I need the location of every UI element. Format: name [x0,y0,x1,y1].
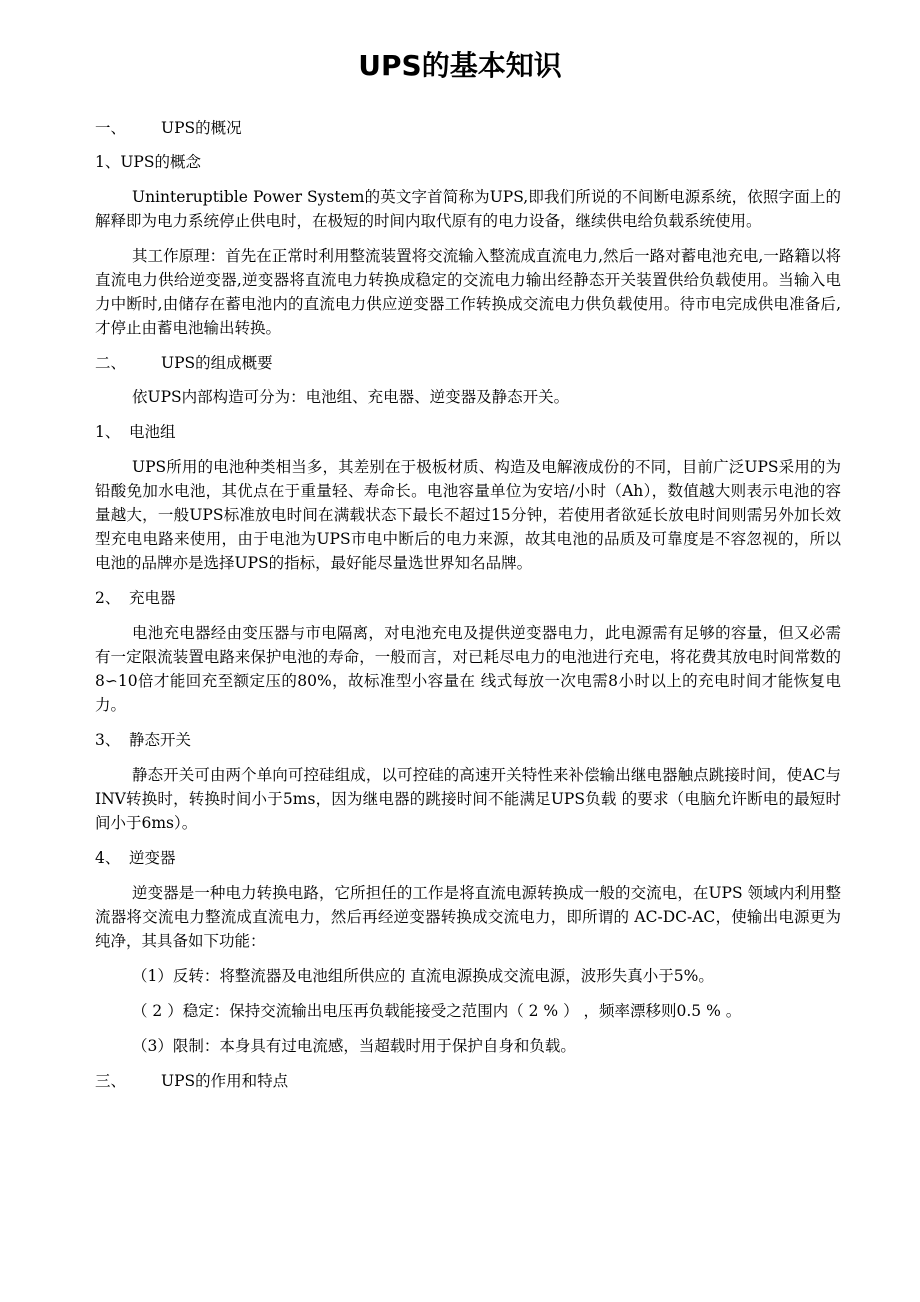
section-number: 二、 [95,354,127,372]
subsection-number: 3、 [95,731,121,749]
paragraph-components: 依UPS内部构造可分为：电池组、充电器、逆变器及静态开关。 [132,388,570,406]
subsection-number: 4、 [95,849,121,867]
subsection-label: 充电器 [129,589,176,607]
paragraph-inverter: 逆变器是一种电力转换电路，它所担任的工作是将直流电源转换成一般的交流电，在UPS 领域内利用整流器将交流电力整流成直流电力，然后再经逆变器转换成交流电力，即所谓的 AC-DC-AC，使输出电源更为纯净，其具备如下功能： [95,884,841,950]
document-body [95,116,841,1103]
subsection-label: 1、UPS的概念 [95,153,201,171]
subsection-heading-charger [95,586,841,610]
paragraph-battery: UPS所用的电池种类相当多，其差别在于极板材质、构造及电解液成份的不同，目前广泛UPS采用的为铅酸免加水电池，其优点在于重量轻、寿命长。电池容量单位为安培/小时（Ah），数值越大则表示电池的容量越大，一般UPS标准放电时间在满载状态下最长不超过15分钟，若使用者欲延长放电时间则需另外加长效型充电电路来使用，由于电池为UPS市电中断后的电力来源，故其电池的品质及可靠度是不容忽视的，所以电池的品牌亦是选择UPS的指标，最好能尽量选世界知名品牌。 [95,458,841,572]
subsection-number: 2、 [95,589,121,607]
paragraph-static-switch: 静态开关可由两个单向可控硅组成，以可控硅的高速开关特性来补偿输出继电器触点跳接时间，使AC与INV转换时，转换时间小于5ms，因为继电器的跳接时间不能满足UPS负载 的要求（电脑允许断电的最短时间小于6ms）。 [95,766,841,832]
paragraph-charger: 电池充电器经由变压器与市电隔离，对电池充电及提供逆变器电力，此电源需有足够的容量，但又必需有一定限流装置电路来保护电池的寿命，一般而言，对已耗尽电力的电池进行充电，将花费其放电时间常数的8∽10倍才能回充至额定压的80%，故标准型小容量在 线式每放一次电需8小时以上的充电时间才能恢复电力。 [95,624,841,714]
subsection-heading-1-1 [95,150,841,174]
subsection-label: 逆变器 [129,849,176,867]
section-label: UPS的作用和特点 [161,1072,289,1090]
list-item-stabilization: （ 2 ）稳定：保持交流输出电压再负载能接受之范围内（ 2 % ） ，频率漂移则0.5 % 。 [132,1002,742,1020]
section-heading-3 [95,1069,841,1093]
list-item-inversion: （1）反转：将整流器及电池组所供应的 直流电源换成交流电源，波形失真小于5%。 [132,967,714,985]
section-label: UPS的组成概要 [161,354,273,372]
page-title: UPS的基本知识 [358,49,562,82]
paragraph-ups-definition: Uninteruptible Power System的英文字首简称为UPS,即我们所说的不间断电源系统，依照字面上的解释即为电力系统停止供电时，在极短的时间内取代原有的电力设备，继续供电给负载系统使用。 [95,188,841,230]
section-label: UPS的概况 [161,119,242,137]
section-number: 三、 [95,1072,127,1090]
subsection-heading-inverter [95,846,841,870]
section-number: 一、 [95,119,127,137]
subsection-label: 静态开关 [129,731,192,749]
subsection-heading-static-switch [95,728,841,752]
paragraph-working-principle: 其工作原理：首先在正常时利用整流装置将交流输入整流成直流电力,然后一路对蓄电池充电,一路籍以将直流电力供给逆变器,逆变器将直流电力转换成稳定的交流电力输出经静态开关装置供给负载使用。当输入电力中断时,由储存在蓄电池内的直流电力供应逆变器工作转换成交流电力供负载使用。待市电完成供电准备后,才停止由蓄电池输出转换。 [95,247,841,337]
subsection-label: 电池组 [129,423,176,441]
section-heading-1 [95,116,841,140]
subsection-number: 1、 [95,423,121,441]
list-item-limiting: （3）限制：本身具有过电流感，当超载时用于保护自身和负载。 [132,1037,576,1055]
subsection-heading-battery [95,420,841,444]
section-heading-2 [95,351,841,375]
